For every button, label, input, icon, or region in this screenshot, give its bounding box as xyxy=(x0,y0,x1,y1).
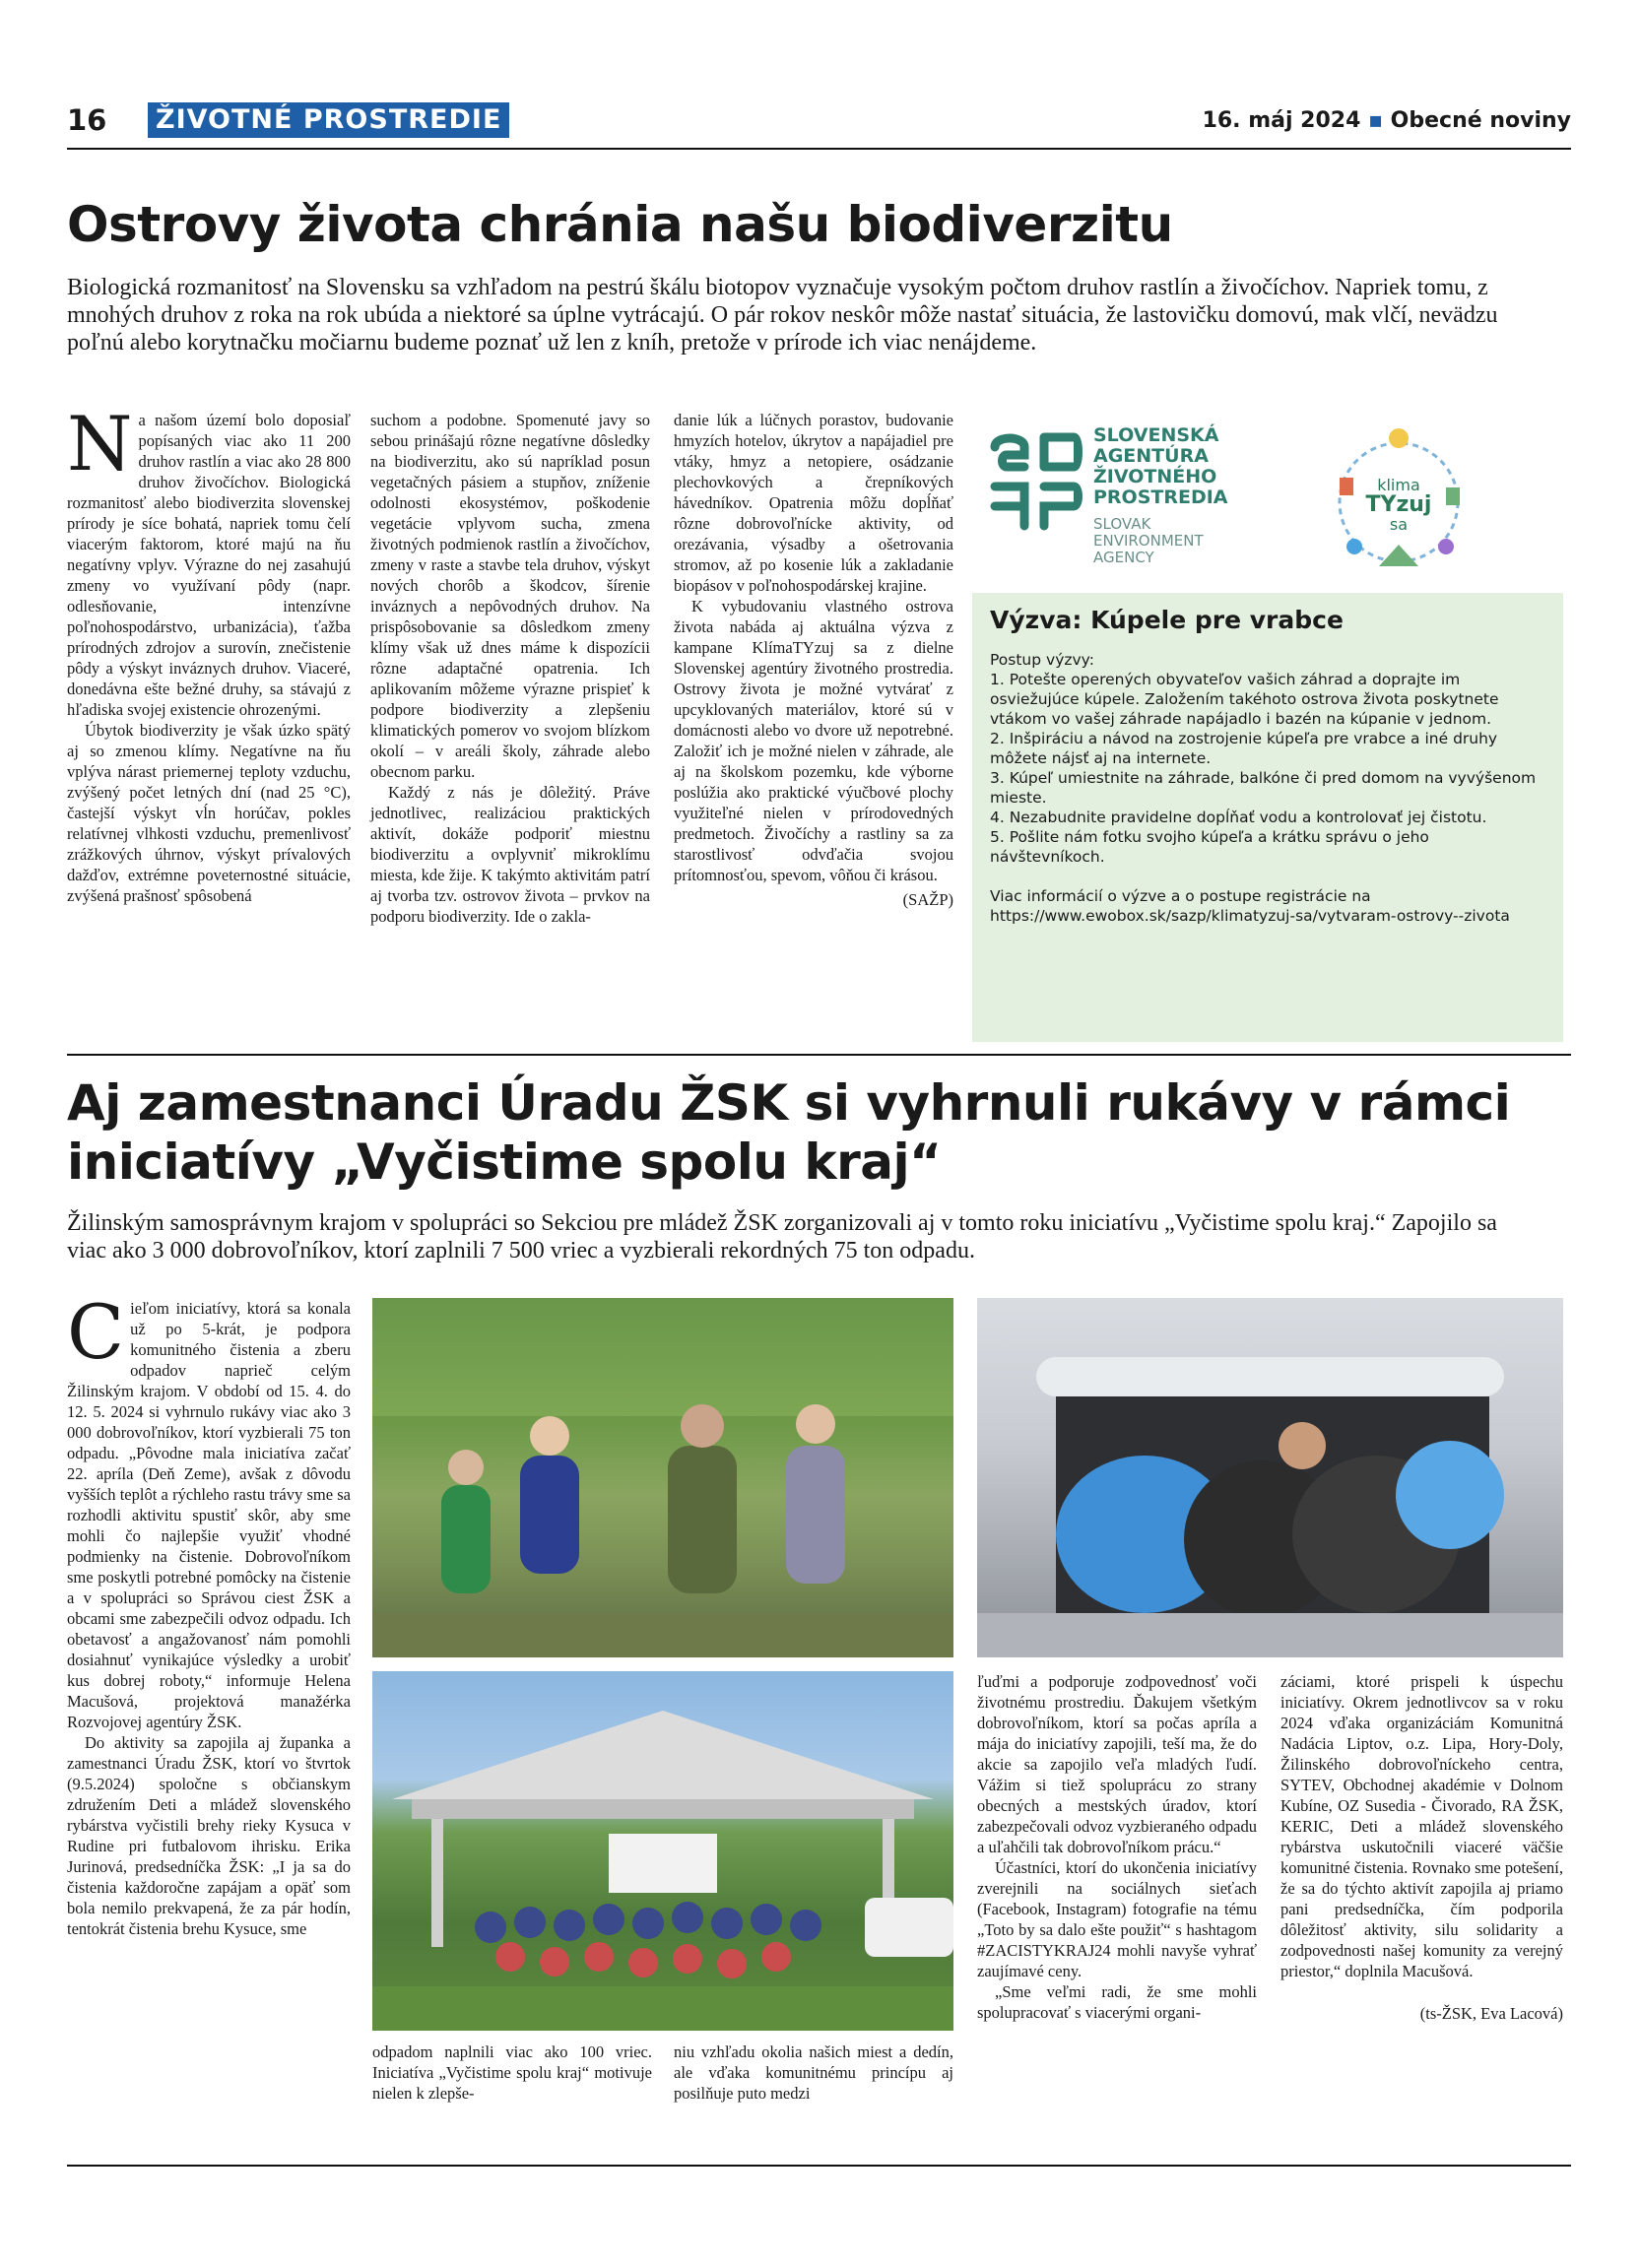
challenge-url[interactable]: https://www.ewobox.sk/sazp/klimatyzuj-sa/vytvaram-ostrovy--zivota xyxy=(990,907,1510,925)
article2-col4-text-b: Účastníci, ktorí do ukončenia iniciatívy zverejnili na sociálnych sieťach (Facebook, Instagram) fotografie na tému „Toto by sa dalo ešte použiť“ s hashtagom #ZACISTYKRAJ24 mohli navyše vyhrať zaujímavé ceny. xyxy=(977,1858,1257,1980)
article2-col1-text-a: ieľom iniciatívy, ktorá sa konala už po 5-krát, je podpora komunitného čistenia a zberu odpadov naprieč celým Žilinským krajom. V období od 15. 4. do 12. 5. 2024 si vyhrnulo rukávy viac ako 3 000 dobrovoľníkov, ktorí vyzbierali 75 ton odpadu. „Pôvodne mala iniciatíva začať 22. apríla (Deň Zeme), avšak z dôvodu vyšších teplôt a rýchleho rastu trávy sme sa rozhodli aktivitu spustiť skôr, aby sme mohli čo najlepšie využiť vhodné podmienky na čistenie. Dobrovoľníkom sme poskytli potrebné pomôcky na čistenie a v spolupráci so Správou ciest ŽSK a obcami sme zabezpečili odvoz odpadu. Ich obetavosť a angažovanosť nám pomohli dosiahnuť vynikajúce výsledky a urobiť kus dobrej roboty,“ informuje Helena Macušová, projektová manažérka Rozvojovej agentúry ŽSK. xyxy=(67,1299,351,1731)
sazp-name-1: SLOVENSKÁ xyxy=(1093,424,1219,446)
article2-column-2 xyxy=(372,2041,652,2104)
page-number: 16 xyxy=(67,103,107,137)
sazp-en-1: SLOVAK xyxy=(1093,515,1151,533)
challenge-step-4: 4. Nezabudnite pravidelne dopĺňať vodu a kontrolovať jej čistotu. xyxy=(990,809,1487,826)
article2-signature: (ts-ŽSK, Eva Lacová) xyxy=(1419,2004,1563,2023)
challenge-subtitle: Postup výzvy: xyxy=(990,651,1094,669)
group-photo-illustration-icon xyxy=(372,1671,953,2031)
article1-col3-text-a: danie lúk a lúčnych porastov, budovanie hmyzích hotelov, úkrytov a napájadiel pre vtáky, hmyz a netopiere, osádzanie plechovkových a črepníkových hávedníkov. Opatrenia môžu dopĺňať rôzne dobrovoľnícke aktivity, od orezávania, výsadby a ošetrovania stromov, až po kosenie lúk a zakladanie biopásov v poľnohospodárskej krajine. xyxy=(674,411,953,595)
article2-lead: Žilinským samosprávnym krajom v spolupráci so Sekciou pre mládež ŽSK zorganizovali aj v tomto roku iniciatívu „Vyčistime spolu kraj.“ Zapojilo sa viac ako 3 000 dobrovoľníkov, ktorí zaplnili 7 500 vriec a vyzbierali rekordných 75 ton odpadu. xyxy=(67,1210,1497,1264)
article1-col1-text-b: Úbytok biodiverzity je však úzko spätý aj so zmenou klímy. Negatívne na ňu vplýva nárast priemernej teploty vzduchu, zvýšený počet letných dní (nad 25 °C), častejší výskyt vĺn horúčav, pokles relatívnej vlhkosti vzduchu, premenlivosť zrážkových úhrnov, výskyt prívalových dažďov, extrémne poveternostné situácie, zvýšená prašnosť spôsobená xyxy=(67,721,351,905)
article2-title xyxy=(67,1073,1510,1192)
sazp-en-3: AGENCY xyxy=(1093,549,1154,566)
challenge-step-3: 3. Kúpeľ umiestnite na záhrade, balkóne či pred domom na vyvýšenom mieste. xyxy=(990,769,1537,807)
article1-col1-text-a: a našom území bolo doposiaľ popísaných viac ako 11 200 druhov rastlín a viac ako 28 800 druhov živočíchov. Biologická rozmanitosť alebo biodiverzita slovenskej prírody je síce bohatá, napriek tomu čelí viacerým faktorom, ktoré majú na ňu negatívny vplyv. Výrazne do nej zasahujú zmeny vo využívaní pôdy (napr. odlesňovanie, intenzívne poľnohospodárstvo, urbanizácia), ťažba prírodných zdrojov a surovín, znečistenie pôdy a výskyt inváznych druhov. Viaceré, donedávna ešte bežné druhy, sa stávajú z hľadiska svojej existencie ohrozenými. xyxy=(67,411,351,719)
article2-title-line-2: iniciatívy „Vyčistime spolu kraj“ xyxy=(67,1134,942,1191)
article1-signature: (SAŽP) xyxy=(902,890,953,909)
klima-word-3: sa xyxy=(1389,515,1409,534)
volunteers-illustration-icon xyxy=(372,1298,953,1657)
challenge-step-5: 5. Pošlite nám fotku svojho kúpeľa a krátku správu o jeho návštevníkoch. xyxy=(990,828,1429,866)
article1-column-3 xyxy=(674,410,953,910)
klima-word-2: TYzuj xyxy=(1365,492,1432,517)
article2-col2-text: odpadom naplnili viac ako 100 vriec. Iniciatíva „Vyčistime spolu kraj“ motivuje nielen k zlepše- xyxy=(372,2042,652,2103)
sazp-name-4: PROSTREDIA xyxy=(1093,486,1228,508)
article2-col5-text: záciami, ktoré prispeli k úspechu iniciatívy. Okrem jednotlivcov sa v roku 2024 vďaka organizáciám Komunitná Nadácia Liptov, o.z. Lipa, Hory-Doly, Žilinského dobrovoľníckeho centra, SYTEV, Obchodnej akadémie v Dolnom Kubíne, OZ Susedia - Čivorado, RA ŽSK, KERIC, Deti a mládež slovenského rybárstva uskutočnili viaceré väčšie komunitné čistenia. Rovnako sme potešení, že sa do týchto aktivít zapojila aj priamo pani predsedníčka, čím podporila dôležitosť aktivity, silu solidarity a zodpovednosti našej komunity za verejný priestor,“ doplnila Macušová. xyxy=(1280,1672,1563,1980)
sazp-mark-icon xyxy=(985,427,1083,536)
article2-column-5 xyxy=(1280,1671,1563,2024)
challenge-title: Výzva: Kúpele pre vrabce xyxy=(990,606,1344,634)
klimatyzuj-logo xyxy=(1320,419,1477,581)
klima-word-1: klima xyxy=(1377,476,1420,494)
article2-column-1 xyxy=(67,1288,351,1939)
photo-volunteers-forest xyxy=(372,1298,953,1657)
photo-car-trunk-bags xyxy=(977,1298,1563,1657)
article2-col4-text-c: „Sme veľmi radi, že sme mohli spolupracovať s viacerými organi- xyxy=(977,1982,1257,2022)
article1-col2-text-b: Každý z nás je dôležitý. Práve jednotlivec, realizáciou praktických aktivít, dokáže podporiť miestnu biodiverzitu a ovplyvniť mikroklímu miesta, kde žije. K takýmto aktivitám patrí aj tvorba tzv. ostrovov života – prvkov na podporu biodiverzity. Ide o zakla- xyxy=(370,783,650,926)
sazp-name-3: ŽIVOTNÉHO xyxy=(1093,466,1217,487)
sazp-name-2: AGENTÚRA xyxy=(1093,445,1209,467)
article-separator xyxy=(67,1054,1571,1056)
article2-col1-text-b: Do aktivity sa zapojila aj županka a zamestnanci Úradu ŽSK, ktorí vo štvrtok (9.5.2024) spoločne s občianskym združením Deti a mládež slovenského rybárstva vyčistili brehy rieky Kysuca v Rudine pri futbalovom ihrisku. Erika Jurinová, predsedníčka ŽSK: „I ja sa do čistenia každoročne zapájam a opäť som bola nemilo prekvapená, že za pár hodín, tentokrát čistenia brehu Kysuce, sme xyxy=(67,1733,351,1938)
drop-cap: N xyxy=(67,400,133,487)
article1-column-2 xyxy=(370,410,650,927)
challenge-step-2: 2. Inšpiráciu a návod na zostrojenie kúpeľa pre vrabce a iné druhy môžete nájsť aj na internete. xyxy=(990,730,1498,767)
article1-title: Ostrovy života chránia našu biodiverzitu xyxy=(67,196,1173,253)
trash-bags-illustration-icon xyxy=(977,1298,1563,1657)
article2-col4-text-a: ľuďmi a podporuje zodpovednosť voči životnému prostrediu. Ďakujem všetkým dobrovoľníkom, ktorí sa počas apríla a mája do iniciatívy zapojili, teší ma, že do akcie sa zapojilo veľa mladých ľudí. Vážim si tiež spoluprácu zo strany obecných a mestských úradov, ktorí zabezpečovali odvoz vyzbieraného odpadu a uľahčili tak dobrovoľníkom prácu.“ xyxy=(977,1672,1257,1856)
header-rule xyxy=(67,148,1571,150)
photo-group-pavilion xyxy=(372,1671,953,2031)
article2-title-line-1: Aj zamestnanci Úradu ŽSK si vyhrnuli rukávy v rámci xyxy=(67,1074,1511,1132)
drop-cap-2: C xyxy=(67,1288,125,1376)
article1-column-1 xyxy=(67,400,351,906)
sazp-logo xyxy=(985,425,1261,583)
sazp-en-2: ENVIRONMENT xyxy=(1093,532,1204,550)
challenge-box xyxy=(972,593,1563,1042)
header-bullet: ▪ xyxy=(1368,108,1383,133)
article2-column-3 xyxy=(674,2041,953,2104)
publication-name: Obecné noviny xyxy=(1390,108,1571,133)
article2-column-4 xyxy=(977,1671,1257,2023)
challenge-more-info: Viac informácií o výzve a o postupe registrácie na xyxy=(990,887,1371,905)
issue-info xyxy=(1203,106,1571,136)
footer-rule xyxy=(67,2165,1571,2167)
article1-col2-text-a: suchom a podobne. Spomenuté javy so sebou prinášajú rôzne negatívne dôsledky na biodiverzitu, ako sú napríklad posun vegetačných pásiem a stupňov, zníženie odolnosti ekosystémov, poškodenie vegetácie vplyvom sucha, zmena životných podmienok rastlín a živočíchov, zmeny v raste a stavbe tela druhov, výskyt nových chorôb a škodcov, šírenie inváznych a nepôvodných druhov. Na prispôsobovanie sa dôsledkom zmeny klímy však už dnes máme k dispozícii rôzne adaptačné opatrenia. Ich aplikovaním môžeme výrazne prispieť k podpore biodiverzity a zlepšeniu klimatických pomerov vo svojom blízkom okolí – v areáli školy, záhrade alebo obecnom parku. xyxy=(370,411,650,781)
challenge-step-1: 1. Potešte operených obyvateľov vašich záhrad a doprajte im osviežujúce kúpele. Založením takéhoto ostrova života poskytnete vtákom vo vašej záhrade napájadlo i bazén na kúpanie v jednom. xyxy=(990,671,1499,728)
article2-col3-text: niu vzhľadu okolia našich miest a dedín, ale vďaka komunitnému princípu aj posilňuje puto medzi xyxy=(674,2042,953,2103)
section-label: ŽIVOTNÉ PROSTREDIE xyxy=(148,102,509,138)
article1-col3-text-b: K vybudovaniu vlastného ostrova života nabáda aj aktuálna výzva z kampane KlímaTYzuj sa z dielne Slovenskej agentúry životného prostredia. Ostrovy života je možné vytvárať z upcyklovaných materiálov, ktoré sú v domácnosti alebo vo dvore už nepotrebné. Založiť ich je možné nielen v záhrade, ale aj na školskom pozemku, kde výborne poslúžia ako praktické výučbové plochy využiteľné nielen v prírodovedných predmetoch. Živočíchy a rastliny sa za starostlivosť odvďačia svojou prítomnosťou, spevom, vôňou či krásou. xyxy=(674,597,953,884)
issue-date: 16. máj 2024 xyxy=(1202,108,1361,133)
article1-lead: Biologická rozmanitosť na Slovensku sa vzhľadom na pestrú škálu biotopov vyznačuje vysokým počtom druhov rastlín a živočíchov. Napriek tomu, z mnohých druhov z roka na rok ubúda a niektoré sa úplne vytrácajú. O pár rokov neskôr môže nastať situácia, že lastovičku domovú, mak vlčí, nevädzu poľnú alebo korytnačku močiarnu budeme poznať už len z kníh, pretože v prírode ich viac nenájdeme. xyxy=(67,275,1498,356)
